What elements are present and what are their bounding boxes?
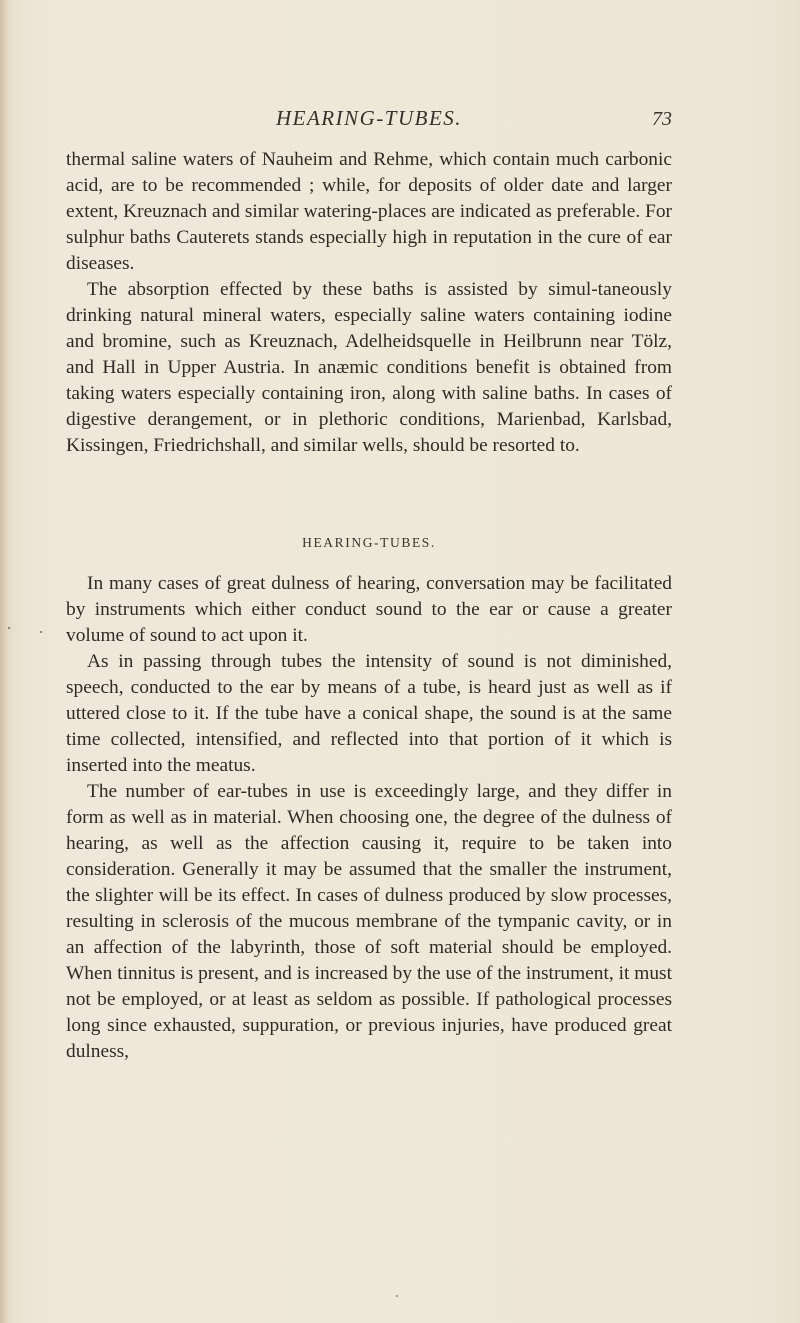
paragraph-tubes-intensity: As in passing through tubes the intensity of sound is not diminished, speech, conducted to the ear by means of a tube, is heard just as well as if uttered close to it. If the tube have a conical shape, the sound is at the same time collected, intensified, and reflected into that portion of it which is inserted into the meatus. bbox=[66, 651, 672, 776]
body-text-bottom bbox=[66, 571, 672, 1065]
paragraph-ear-tubes-number: The number of ear-tubes in use is exceedingly large, and they differ in form as well as in material. When choosing one, the degree of the dulness of hearing, as well as the affection causing it, require to be taken into consideration. Generally it may be assumed that the smaller the instrument, the slighter will be its effect. In cases of dulness produced by slow processes, resulting in sclerosis of the mucous membrane of the tympanic cavity, or in an affection of the labyrinth, those of soft material should be employed. When tinnitus is present, and is increased by the use of the instrument, it must not be employed, or at least as seldom as possible. If pathological processes long since exhausted, suppuration, or previous injuries, have produced great dulness, bbox=[66, 781, 672, 1062]
running-head bbox=[66, 106, 672, 136]
running-head-title: HEARING-TUBES. bbox=[275, 106, 463, 130]
page-number: 73 bbox=[652, 108, 672, 130]
gutter-shadow bbox=[0, 0, 9, 1323]
paper-speck bbox=[396, 1295, 398, 1297]
paper-speck bbox=[40, 631, 42, 633]
section-heading: HEARING-TUBES. bbox=[302, 535, 436, 550]
paragraph-continuation: thermal saline waters of Nauheim and Rehme, which contain much carbonic acid, are to be recommended ; while, for deposits of older date and larger extent, Kreuznach and similar watering-places are indicated as preferable. For sulphur baths Cauterets stands especially high in reputation in the cure of ear diseases. bbox=[66, 149, 672, 274]
body-text-top bbox=[66, 147, 672, 459]
paragraph-conversation: In many cases of great dulness of hearing, conversation may be facilitated by instruments which either conduct sound to the ear or cause a greater volume of sound to act upon it. bbox=[66, 573, 672, 646]
paragraph-absorption: The absorption effected by these baths is assisted by simul-taneously drinking natural mineral waters, especially saline waters containing iodine and bromine, such as Kreuznach, Adelheidsquelle in Heilbrunn near Tölz, and Hall in Upper Austria. In anæmic conditions benefit is obtained from taking waters especially containing iron, along with saline baths. In cases of digestive derangement, or in plethoric conditions, Marienbad, Karlsbad, Kissingen, Friedrichshall, and similar wells, should be resorted to. bbox=[66, 279, 672, 456]
